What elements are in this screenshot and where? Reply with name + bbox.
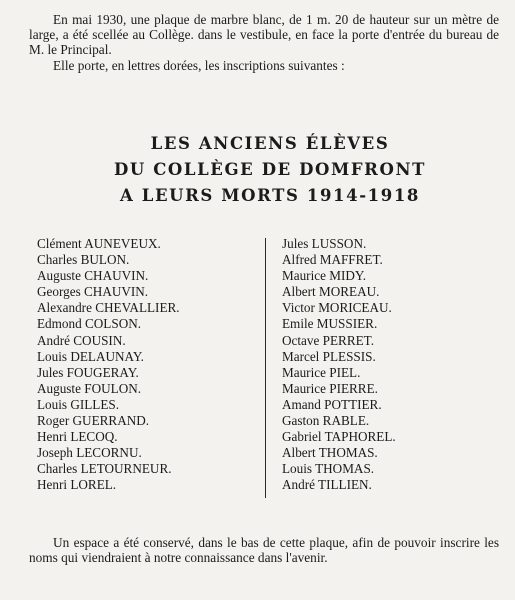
name-entry: Georges CHAUVIN. — [37, 284, 149, 300]
name-entry: Charles LETOURNEUR. — [37, 461, 172, 477]
name-entry: Auguste FOULON. — [37, 380, 142, 396]
name-entry: Victor MORICEAU. — [282, 300, 392, 316]
name-entry: André TILLIEN. — [282, 477, 372, 493]
name-entry: Marcel PLESSIS. — [282, 348, 376, 364]
name-entry: Joseph LECORNU. — [37, 445, 142, 461]
name-entry: Maurice PIERRE. — [282, 380, 378, 396]
name-entry: Charles BULON. — [37, 252, 130, 268]
name-entry: Emile MUSSIER. — [282, 316, 378, 332]
name-entry: Auguste CHAUVIN. — [37, 268, 149, 284]
name-entry: Alexandre CHEVALLIER. — [37, 300, 180, 316]
name-entry: Albert MOREAU. — [282, 284, 380, 300]
names-column-left — [37, 236, 259, 494]
name-entry: Louis THOMAS. — [282, 461, 375, 477]
name-entry: Jules FOUGERAY. — [37, 364, 139, 380]
name-entry: Maurice MIDY. — [282, 268, 366, 284]
column-divider — [265, 238, 266, 498]
name-entry: Clément AUNEVEUX. — [37, 236, 161, 251]
name-entry: Albert THOMAS. — [282, 445, 378, 461]
heading-line-1: LES ANCIENS ÉLÈVES — [150, 134, 390, 153]
names-column-right — [282, 236, 482, 494]
name-entry: André COUSIN. — [37, 332, 126, 348]
name-entry: Alfred MAFFRET. — [282, 252, 383, 268]
outro-text — [29, 535, 499, 566]
intro-paragraph-2: Elle porte, en lettres dorées, les inscriptions suivantes : — [53, 57, 345, 73]
name-entry: Jules LUSSON. — [282, 236, 367, 251]
heading-line-2: DU COLLÈGE DE DOMFRONT — [113, 160, 427, 179]
memorial-heading — [60, 131, 480, 209]
heading-line-3: A LEURS MORTS 1914-1918 — [120, 186, 420, 205]
name-entry: Louis DELAUNAY. — [37, 348, 144, 364]
name-entry: Edmond COLSON. — [37, 316, 142, 332]
name-entry: Gabriel TAPHOREL. — [282, 429, 396, 445]
name-entry: Henri LOREL. — [37, 477, 117, 493]
name-entry: Octave PERRET. — [282, 332, 375, 348]
name-entry: Louis GILLES. — [37, 396, 120, 412]
intro-paragraph-1: En mai 1930, une plaque de marbre blanc, de 1 m. 20 de hauteur sur un mètre de large, a été scellée au Collège. dans le vestibule, en face la porte d'entrée du bureau de M. le Principal. — [29, 12, 499, 58]
outro-paragraph: Un espace a été conservé, dans le bas de cette plaque, afin de pouvoir inscrire les noms qui viendraient à notre connaissance dans l'avenir. — [29, 535, 499, 566]
name-entry: Amand POTTIER. — [282, 396, 382, 412]
name-entry: Gaston RABLE. — [282, 413, 370, 429]
intro-text — [29, 12, 499, 73]
name-entry: Henri LECOQ. — [37, 429, 118, 445]
name-entry: Maurice PIEL. — [282, 364, 361, 380]
name-entry: Roger GUERRAND. — [37, 413, 150, 429]
